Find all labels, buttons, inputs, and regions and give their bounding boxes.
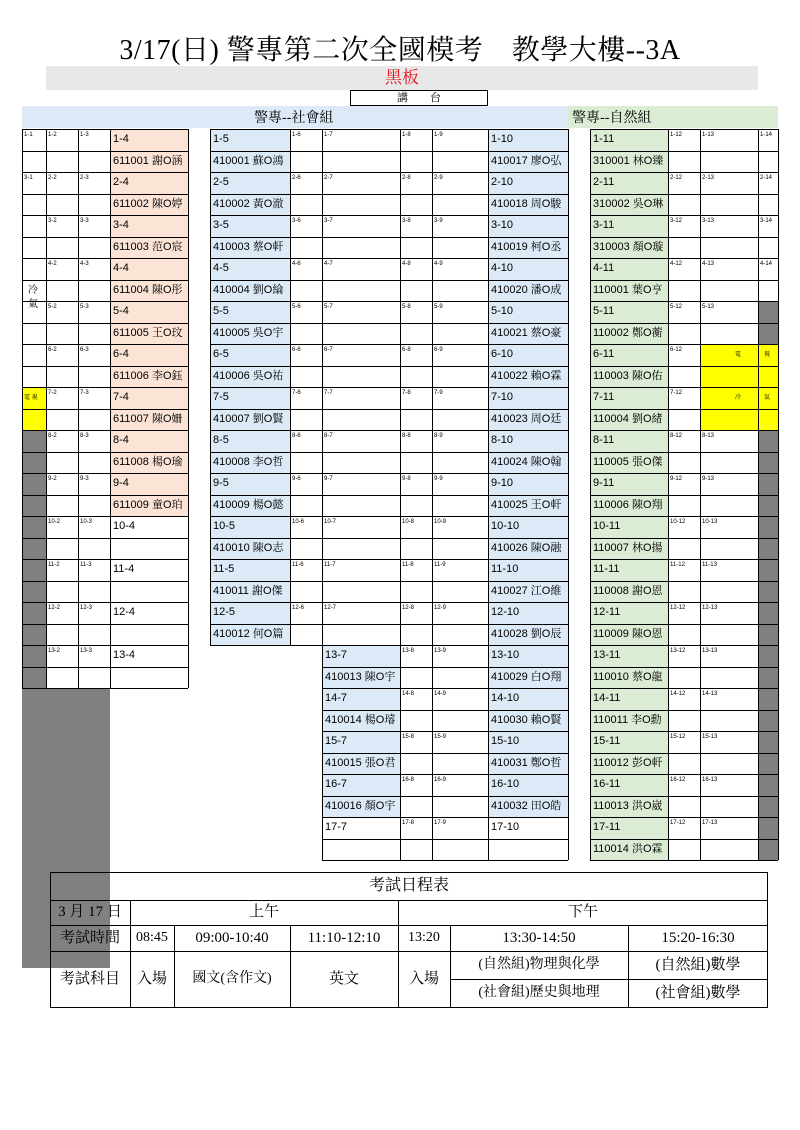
seat-number: 10-9	[434, 519, 447, 525]
grid-line	[488, 860, 568, 861]
grid-line	[568, 129, 569, 860]
student-name: 410011 謝O傑	[213, 584, 283, 597]
seat-number: 5-13	[702, 304, 715, 310]
seat-label: 14-10	[491, 692, 520, 704]
grid-line	[322, 129, 323, 645]
grid-line	[22, 129, 23, 688]
enter-pm: 入場	[408, 971, 439, 987]
student-name: 410028 劉O辰	[491, 627, 562, 640]
student-name: 611009 童O珀	[113, 498, 183, 511]
aircon-label: 冷	[735, 395, 742, 401]
student-name: 410019 柯O丞	[491, 240, 562, 253]
grid-line	[322, 839, 488, 840]
seat-number: 16-12	[670, 777, 686, 783]
podium-label: 講 台	[350, 90, 488, 106]
student-name: 410014 楊O璿	[325, 713, 396, 726]
seat-number: 13-12	[670, 648, 686, 654]
seat-number: 2-6	[292, 175, 301, 181]
student-name: 110006 陳O翔	[593, 498, 663, 511]
tv-label: 視	[764, 352, 771, 358]
seat-number: 2-12	[670, 175, 683, 181]
seat-label: 10-5	[213, 520, 236, 532]
seat-label: 12-10	[491, 606, 520, 618]
student-name: 410022 賴O霖	[491, 369, 562, 382]
seat-number: 14-8	[402, 691, 415, 697]
seat-number: 6-6	[292, 347, 301, 353]
seat-number: 5-9	[434, 304, 443, 310]
student-name: 611004 陳O彤	[113, 283, 183, 296]
seat-number: 7-2	[48, 390, 57, 396]
student-name: 410007 劉O賢	[213, 412, 284, 425]
student-name: 410031 鄭O哲	[491, 756, 562, 769]
seat-label: 9-4	[113, 477, 129, 489]
student-name: 110001 葉O亨	[593, 283, 663, 296]
seat-number: 9-12	[670, 476, 683, 482]
seat-number: 9-6	[292, 476, 301, 482]
seat-number: 2-14	[760, 175, 773, 181]
seat-number: 6-12	[670, 347, 683, 353]
student-name: 110010 蔡O龍	[593, 670, 663, 683]
seat-number: 11-12	[670, 562, 685, 568]
grid-line	[22, 688, 188, 689]
seat-number: 12-7	[324, 605, 337, 611]
seat-number: 5-12	[670, 304, 683, 310]
seat-number: 9-3	[80, 476, 89, 482]
seat-number: 1-9	[434, 132, 443, 138]
seat-label: 4-5	[213, 262, 229, 274]
time-label: 考試時間	[59, 930, 120, 946]
grid-line	[432, 645, 433, 860]
grid-line	[778, 129, 779, 860]
seat-number: 11-8	[402, 562, 414, 568]
seat-label: 13-10	[491, 649, 520, 661]
student-name: 410025 王O軒	[491, 498, 562, 511]
seat-number: 1-13	[702, 132, 715, 138]
seat-label: 15-7	[325, 735, 348, 747]
subject-soc-math: (社會組)數學	[655, 985, 741, 1001]
student-name: 310002 吳O琳	[593, 197, 664, 210]
seat-number: 11-2	[48, 562, 60, 568]
subject-chinese: 國文(含作文)	[192, 971, 272, 986]
seat-number: 3-6	[292, 218, 301, 224]
grid-line	[188, 129, 189, 688]
seat-number: 9-2	[48, 476, 57, 482]
student-name: 110011 李O勳	[593, 713, 662, 726]
seat-number: 5-8	[402, 304, 411, 310]
seat-number: 10-2	[48, 519, 61, 525]
seat-number: 3-14	[760, 218, 773, 224]
seat-number: 8-13	[702, 433, 715, 439]
seat-label: 14-7	[325, 692, 348, 704]
student-name: 410010 陳O志	[213, 541, 284, 554]
time-1520: 15:20-16:30	[661, 930, 735, 946]
student-name: 310001 林O臻	[593, 154, 664, 167]
seat-label: 7-5	[213, 391, 229, 403]
grid-line	[668, 129, 669, 860]
grid-line	[590, 860, 778, 861]
seat-number: 17-13	[702, 820, 718, 826]
seat-label: 3-10	[491, 219, 514, 231]
time-0900: 09:00-10:40	[195, 930, 269, 946]
seat-number: 16-8	[402, 777, 415, 783]
seat-number: 8-7	[324, 433, 333, 439]
seat-number: 7-3	[80, 390, 89, 396]
seat-number: 13-2	[48, 648, 61, 654]
student-name: 410002 黃O澈	[213, 197, 284, 210]
seat-number: 8-12	[670, 433, 683, 439]
unused-area	[22, 430, 46, 968]
seat-number: 13-3	[80, 648, 93, 654]
student-name: 410016 顏O宇	[325, 799, 396, 812]
seat-number: 1-3	[80, 132, 89, 138]
seat-label: 16-10	[491, 778, 520, 790]
seat-number: 14-12	[670, 691, 686, 697]
subject-english: 英文	[328, 971, 359, 987]
schedule-title: 考試日程表	[368, 877, 449, 894]
seat-label: 17-11	[593, 821, 621, 833]
seat-label: 5-10	[491, 305, 514, 317]
student-name: 110009 陳O恩	[593, 627, 663, 640]
student-name: 410030 賴O賢	[491, 713, 562, 726]
seat-number: 3-9	[434, 218, 443, 224]
seat-label: 10-11	[593, 520, 621, 532]
seat-number: 9-9	[434, 476, 443, 482]
seat-number: 9-8	[402, 476, 411, 482]
seat-number: 1-14	[760, 132, 773, 138]
time-1110: 11:10-12:10	[307, 930, 381, 946]
seat-label: 10-4	[113, 520, 136, 532]
seat-label: 12-4	[113, 606, 136, 618]
seat-number: 8-2	[48, 433, 57, 439]
natural-group-header: 警專--自然組	[568, 106, 778, 128]
seat-number: 4-3	[80, 261, 89, 267]
tv-label: 電 視	[24, 395, 38, 401]
student-name: 410006 吳O祐	[213, 369, 284, 382]
seat-number: 10-6	[292, 519, 305, 525]
seat-number: 14-13	[702, 691, 718, 697]
table-line	[50, 1007, 768, 1008]
student-name: 410013 陳O宇	[325, 670, 396, 683]
seat-number: 8-3	[80, 433, 89, 439]
seat-number: 3-7	[324, 218, 333, 224]
seat-number: 4-9	[434, 261, 443, 267]
seat-number: 2-7	[324, 175, 333, 181]
student-name: 110013 洪O崴	[593, 799, 663, 812]
student-name: 310003 顏O璇	[593, 240, 664, 253]
seat-number: 5-7	[324, 304, 333, 310]
seat-label: 15-11	[593, 735, 621, 747]
grid-line	[46, 129, 47, 688]
student-name: 410003 蔡O軒	[213, 240, 284, 253]
seat-number: 12-9	[434, 605, 447, 611]
grid-line	[290, 129, 291, 645]
seat-label: 10-10	[491, 520, 520, 532]
seat-number: 15-9	[434, 734, 447, 740]
seat-number: 11-3	[80, 562, 92, 568]
morning-header: 上午	[248, 904, 279, 920]
student-name: 410008 李O哲	[213, 455, 284, 468]
student-name: 410027 江O維	[491, 584, 562, 597]
student-name: 611005 王O玟	[113, 326, 183, 339]
seat-number: 2-8	[402, 175, 411, 181]
seat-number: 11-13	[702, 562, 717, 568]
student-name: 611006 李O鈺	[113, 369, 183, 382]
social-group-header: 警專--社會組	[22, 106, 568, 128]
seat-number: 1-6	[292, 132, 301, 138]
seat-number: 5-6	[292, 304, 301, 310]
student-name: 110008 謝O恩	[593, 584, 663, 597]
student-name: 110005 張O傑	[593, 455, 663, 468]
seat-label: 2-10	[491, 176, 514, 188]
subject-nat-physchem: (自然組)物理與化學	[478, 957, 600, 972]
seat-number: 15-8	[402, 734, 415, 740]
seat-label: 5-4	[113, 305, 129, 317]
student-name: 410032 田O皓	[491, 799, 562, 812]
seat-number: 6-9	[434, 347, 443, 353]
seat-number: 3-13	[702, 218, 715, 224]
seat-number: 6-2	[48, 347, 57, 353]
seat-label: 11-10	[491, 563, 519, 575]
seat-label: 15-10	[491, 735, 520, 747]
seat-label: 14-11	[593, 692, 621, 704]
seat-label: 9-11	[593, 477, 615, 489]
seat-number: 3-1	[24, 175, 33, 181]
student-name: 410018 周O駿	[491, 197, 562, 210]
page-title: 3/17(日) 警專第二次全國模考 教學大樓--3A	[119, 35, 681, 66]
seat-label: 7-10	[491, 391, 514, 403]
student-name: 611007 陳O姍	[113, 412, 183, 425]
seat-number: 15-13	[702, 734, 718, 740]
seat-number: 3-12	[670, 218, 683, 224]
seat-number: 11-9	[434, 562, 446, 568]
seat-number: 7-9	[434, 390, 443, 396]
seat-label: 2-5	[213, 176, 229, 188]
student-name: 410020 潘O成	[491, 283, 562, 296]
seat-label: 8-5	[213, 434, 229, 446]
seat-label: 11-4	[113, 563, 135, 575]
seat-number: 15-12	[670, 734, 686, 740]
student-name: 410021 蔡O豪	[491, 326, 562, 339]
seat-number: 1-2	[48, 132, 57, 138]
seat-number: 10-7	[324, 519, 337, 525]
seat-label: 13-7	[325, 649, 348, 661]
seat-number: 6-7	[324, 347, 333, 353]
seat-number: 4-2	[48, 261, 57, 267]
seat-label: 9-5	[213, 477, 229, 489]
student-name: 110003 陳O佑	[593, 369, 663, 382]
student-name: 611002 陳O婷	[113, 197, 183, 210]
student-name: 410004 劉O綸	[213, 283, 284, 296]
seat-label: 11-11	[593, 563, 620, 575]
seat-number: 7-8	[402, 390, 411, 396]
grid-line	[78, 129, 79, 688]
seat-number: 9-13	[702, 476, 715, 482]
seat-label: 4-10	[491, 262, 514, 274]
seat-label: 12-11	[593, 606, 621, 618]
seat-number: 13-9	[434, 648, 447, 654]
seat-label: 8-10	[491, 434, 514, 446]
enter-am: 入場	[136, 971, 167, 987]
seat-number: 16-9	[434, 777, 447, 783]
grid-line	[400, 129, 401, 645]
seat-number: 12-12	[670, 605, 686, 611]
grid-line	[488, 839, 568, 840]
seat-number: 10-13	[702, 519, 718, 525]
student-name: 110007 林O揚	[593, 541, 663, 554]
tv-label: 電	[735, 352, 742, 358]
grid-line	[700, 129, 701, 860]
seat-number: 4-6	[292, 261, 301, 267]
student-name: 410001 蘇O鴻	[213, 154, 284, 167]
student-name: 110014 洪O霖	[593, 842, 663, 855]
seat-label: 16-7	[325, 778, 348, 790]
grid-line	[432, 129, 433, 645]
seat-number: 6-8	[402, 347, 411, 353]
seat-number: 12-2	[48, 605, 61, 611]
seat-label: 16-11	[593, 778, 621, 790]
subject-soc-histgeo: (社會組)歷史與地理	[478, 985, 600, 1000]
seat-number: 13-8	[402, 648, 415, 654]
seat-label: 1-5	[213, 133, 229, 145]
seat-number: 12-13	[702, 605, 718, 611]
student-name: 611008 楊O瑜	[113, 455, 183, 468]
seat-number: 2-9	[434, 175, 443, 181]
student-name: 410029 白O翔	[491, 670, 562, 683]
seat-label: 3-4	[113, 219, 129, 231]
seat-number: 2-3	[80, 175, 89, 181]
seat-label: 17-7	[325, 821, 348, 833]
student-name: 410005 吳O宇	[213, 326, 284, 339]
seat-number: 9-7	[324, 476, 333, 482]
seat-number: 3-8	[402, 218, 411, 224]
seat-number: 7-7	[324, 390, 333, 396]
seat-number: 4-7	[324, 261, 333, 267]
student-name: 410009 楊O懿	[213, 498, 284, 511]
aircon-label: 氣	[764, 395, 771, 401]
seat-number: 3-3	[80, 218, 89, 224]
seat-label: 7-4	[113, 391, 129, 403]
student-name: 611001 謝O涵	[113, 154, 183, 167]
seat-label: 6-10	[491, 348, 514, 360]
seat-label: 2-4	[113, 176, 129, 188]
student-name: 110012 彭O軒	[593, 756, 663, 769]
seat-label: 6-11	[593, 348, 615, 360]
time-1320: 13:20	[408, 930, 440, 945]
student-name: 410026 陳O融	[491, 541, 562, 554]
seat-number: 8-6	[292, 433, 301, 439]
seat-number: 7-12	[670, 390, 683, 396]
seat-number: 3-2	[48, 218, 57, 224]
seat-label: 2-11	[593, 176, 615, 188]
seat-number: 14-9	[434, 691, 447, 697]
seat-number: 11-6	[292, 562, 304, 568]
student-name: 110004 劉O緒	[593, 412, 663, 425]
seat-label: 6-5	[213, 348, 229, 360]
seat-number: 2-13	[702, 175, 715, 181]
seat-number: 4-8	[402, 261, 411, 267]
seat-label: 5-5	[213, 305, 229, 317]
seat-label: 13-11	[593, 649, 621, 661]
seat-number: 1-12	[670, 132, 683, 138]
subject-label: 考試科目	[59, 971, 120, 987]
seat-label: 8-4	[113, 434, 129, 446]
seat-number: 16-13	[702, 777, 718, 783]
afternoon-header: 下午	[567, 904, 598, 920]
blackboard-label: 黑板	[46, 66, 758, 90]
seat-number: 12-6	[292, 605, 305, 611]
seat-label: 6-4	[113, 348, 129, 360]
seat-number: 12-8	[402, 605, 415, 611]
subject-nat-math: (自然組)數學	[655, 957, 741, 973]
grid-line	[322, 860, 488, 861]
seat-number: 7-6	[292, 390, 301, 396]
seat-label: 4-4	[113, 262, 129, 274]
student-name: 410023 周O廷	[491, 412, 562, 425]
seat-label: 7-11	[593, 391, 615, 403]
seat-label: 1-10	[491, 133, 514, 145]
seat-number: 17-9	[434, 820, 447, 826]
seat-label: 8-11	[593, 434, 615, 446]
seat-number: 17-12	[670, 820, 686, 826]
seat-label: 11-5	[213, 563, 235, 575]
grid-line	[758, 129, 759, 860]
date-cell: 3 月 17 日	[58, 904, 122, 920]
aircon-label: 冷 氣	[28, 284, 38, 310]
seat-number: 12-3	[80, 605, 93, 611]
seat-label: 3-5	[213, 219, 229, 231]
seat-label: 17-10	[491, 821, 520, 833]
seat-number: 13-13	[702, 648, 718, 654]
student-name: 611003 范O宸	[113, 240, 183, 253]
seat-number: 1-8	[402, 132, 411, 138]
time-1330: 13:30-14:50	[502, 930, 576, 946]
seat-number: 10-12	[670, 519, 686, 525]
seat-number: 8-9	[434, 433, 443, 439]
seat-label: 12-5	[213, 606, 236, 618]
seat-number: 17-8	[402, 820, 415, 826]
seat-number: 10-8	[402, 519, 415, 525]
grid-line	[400, 645, 401, 860]
exam-schedule-table	[50, 872, 768, 1008]
seat-number: 2-2	[48, 175, 57, 181]
seat-number: 8-8	[402, 433, 411, 439]
student-name: 110002 鄭O蘅	[593, 326, 663, 339]
seat-label: 1-4	[113, 133, 129, 145]
seat-number: 1-1	[24, 132, 33, 138]
seat-label: 4-11	[593, 262, 615, 274]
student-name: 410017 廖O弘	[491, 154, 562, 167]
time-0845: 08:45	[136, 930, 168, 945]
seat-number: 4-14	[760, 261, 773, 267]
seat-number: 10-3	[80, 519, 93, 525]
seat-number: 11-7	[324, 562, 336, 568]
seat-number: 4-12	[670, 261, 683, 267]
seat-label: 13-4	[113, 649, 136, 661]
seat-number: 1-7	[324, 132, 333, 138]
seat-label: 9-10	[491, 477, 514, 489]
student-name: 410015 張O君	[325, 756, 396, 769]
seat-number: 5-3	[80, 304, 89, 310]
seat-number: 4-13	[702, 261, 715, 267]
seat-number: 5-2	[48, 304, 57, 310]
seat-label: 1-11	[593, 133, 615, 145]
student-name: 410024 陳O翰	[491, 455, 562, 468]
seat-number: 6-3	[80, 347, 89, 353]
seat-label: 5-11	[593, 305, 615, 317]
student-name: 410012 何O篇	[213, 627, 284, 640]
seat-label: 3-11	[593, 219, 615, 231]
